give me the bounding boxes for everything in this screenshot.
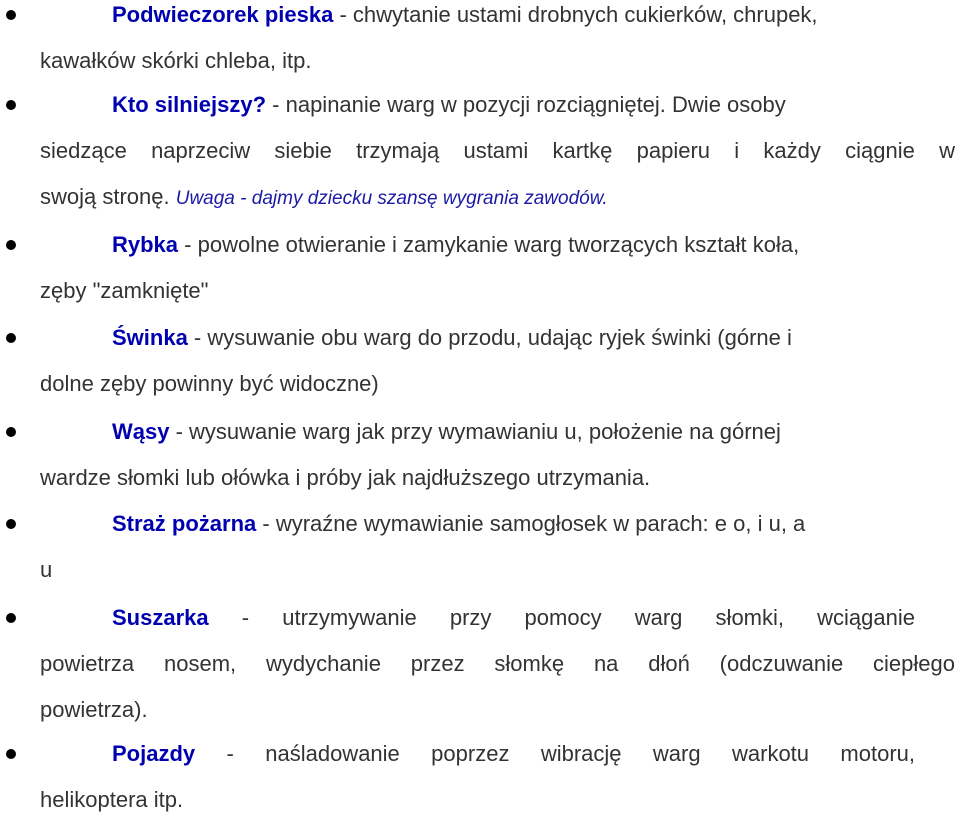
- item-term: Wąsy: [112, 419, 170, 444]
- item-term: Świnka: [112, 325, 188, 350]
- item-term: Rybka: [112, 232, 179, 257]
- item-term: Podwieczorek pieska: [112, 2, 334, 27]
- item-text: - wyraźne wymawianie samogłosek w parach: e o, i u, a: [256, 511, 806, 536]
- item-text: powietrza).: [40, 697, 148, 722]
- item-text: helikoptera itp.: [40, 787, 184, 812]
- item-text: dolne zęby powinny być widoczne): [40, 371, 379, 396]
- item-text: u: [40, 557, 53, 582]
- item-text: - utrzymywanie przy pomocy warg słomki, wciąganie: [208, 605, 915, 630]
- item-text: - naśladowanie poprzez wibrację warg warkotu motoru,: [195, 741, 915, 766]
- item-text: zęby "zamknięte": [40, 278, 209, 303]
- item-term: Kto silniejszy?: [112, 92, 267, 117]
- item-text: - chwytanie ustami drobnych cukierków, chrupek,: [333, 2, 818, 27]
- item-text: swoją stronę.: [40, 184, 176, 209]
- item-text: siedzące naprzeciw siebie trzymają ustami kartkę papieru i każdy ciągnie w: [40, 138, 955, 163]
- item-term: Suszarka: [112, 605, 209, 630]
- item-text: - wysuwanie warg jak przy wymawianiu u, położenie na górnej: [169, 419, 781, 444]
- item-text: kawałków skórki chleba, itp.: [40, 48, 312, 73]
- item-text: - wysuwanie obu warg do przodu, udając ryjek świnki (górne i: [187, 325, 792, 350]
- item-text: - napinanie warg w pozycji rozciągniętej. Dwie osoby: [266, 92, 786, 117]
- item-note: Uwaga - dajmy dziecku szansę wygrania zawodów.: [175, 188, 608, 209]
- item-text: wardze słomki lub ołówka i próby jak najdłuższego utrzymania.: [40, 465, 651, 490]
- item-text: powietrza nosem, wydychanie przez słomkę na dłoń (odczuwanie ciepłego: [40, 651, 955, 676]
- item-term: Straż pożarna: [112, 511, 257, 536]
- item-text: - powolne otwieranie i zamykanie warg tworzących kształt koła,: [178, 232, 800, 257]
- item-term: Pojazdy: [112, 741, 196, 766]
